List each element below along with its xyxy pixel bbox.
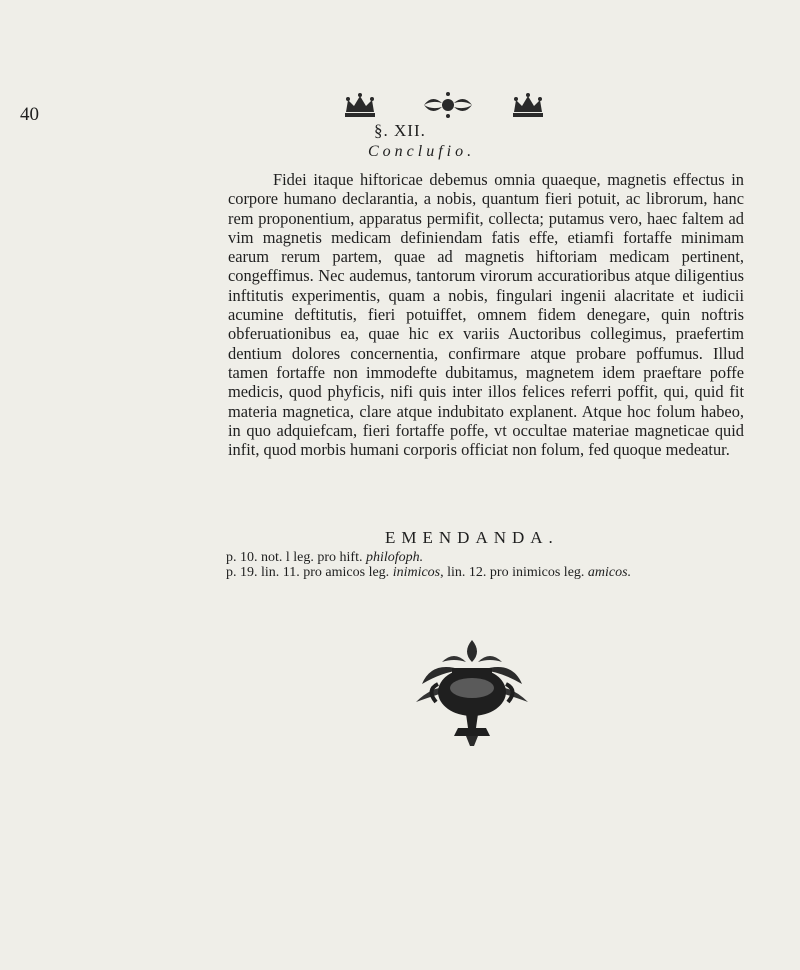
- errata-line: [226, 550, 756, 565]
- section-title: Conclufio.: [368, 143, 476, 160]
- body-text: [228, 170, 744, 459]
- floral-ornament-icon: [420, 90, 476, 120]
- errata-correction: philofoph.: [366, 550, 424, 565]
- errata-correction: amicos.: [587, 565, 632, 580]
- body-paragraph: Fidei itaque hiftoricae debemus omnia quaeque, magnetis effectus in corpore humano declarantia, a nobis, quantum fieri potuit, ac librorum, hanc rem proponentium, apparatus permifit, collecta; putamus vero, haec faltem ad vim magnetis medicam definiendam fatis effe, etiamfi fortaffe minimam earum rerum partem, quae ad magnetis hiftoriam medicam pertinent, congeffimus. Nec audemus, tantorum virorum accuratioribus atque diligentius inftitutis experimentis, quam a nobis, fingulari ingenii alacritate et iudicii acumine deftitutis, fieri potuiffet, omnem fidem denegare, quin noftris obferuationibus ea, quae hic ex variis Auctoribus collegimus, praefertim dentium dolores concernentia, confirmare atque probare poffumus. Illud tamen fortaffe non immodefte dubitamus, magnetem idem praeftare poffe medicis, quod phyficis, nifi quis inter illos felices referri poffit, qui, quid fit materia magnetica, clare atque indubitato explanent. Atque hoc folum habeo, in quo adquiefcam, fieri fortaffe poffe, vt occultae materiae magneticae quid infit, quod morbis humani corporis officiat non folum, fed quoque medeatur.: [228, 170, 744, 460]
- crown-emblem-icon: [508, 90, 548, 120]
- errata-ref: p. 10. not. l leg. pro hift.: [226, 550, 366, 565]
- page-number: 40: [20, 104, 39, 125]
- section-number: §. XII.: [374, 121, 426, 140]
- errata-ref: , lin. 12. pro inimicos leg.: [440, 565, 588, 580]
- errata-heading: EMENDANDA.: [385, 528, 559, 547]
- crown-emblem-icon: [340, 90, 380, 120]
- errata-list: [226, 550, 756, 580]
- errata-correction: inimicos: [392, 565, 441, 580]
- errata-ref: p. 19. lin. 11. pro amicos leg.: [226, 565, 393, 580]
- vase-ornament-icon: [402, 632, 542, 750]
- errata-line: [226, 565, 756, 580]
